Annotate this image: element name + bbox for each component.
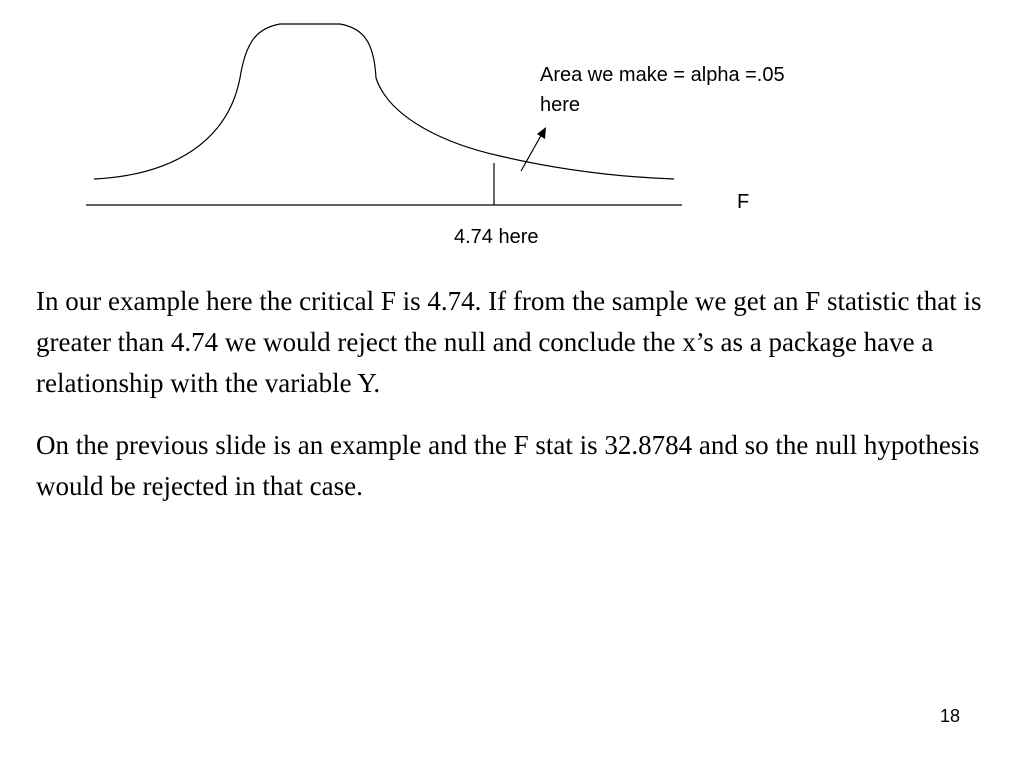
area-label-line1: Area we make = alpha =.05 [540, 64, 785, 86]
example-paragraph: On the previous slide is an example and the F stat is 32.8784 and so the null hypothesis would be rejected in that case. [36, 430, 980, 501]
pointer-arrow-shaft [521, 132, 543, 171]
slide-number: 18 [940, 706, 961, 726]
pointer-arrow-head [537, 127, 546, 139]
axis-label: F [737, 191, 750, 213]
area-label-line2: here [540, 94, 581, 116]
f-distribution-diagram [0, 0, 1024, 260]
critical-value-label: 4.74 here [454, 226, 539, 248]
distribution-curve [94, 24, 674, 179]
explanation-paragraph: In our example here the critical F is 4.74. If from the sample we get an F statistic that is greater than 4.74 we would reject the null and conclude the x’s as a package have a relationship with the variable Y. [36, 286, 982, 398]
